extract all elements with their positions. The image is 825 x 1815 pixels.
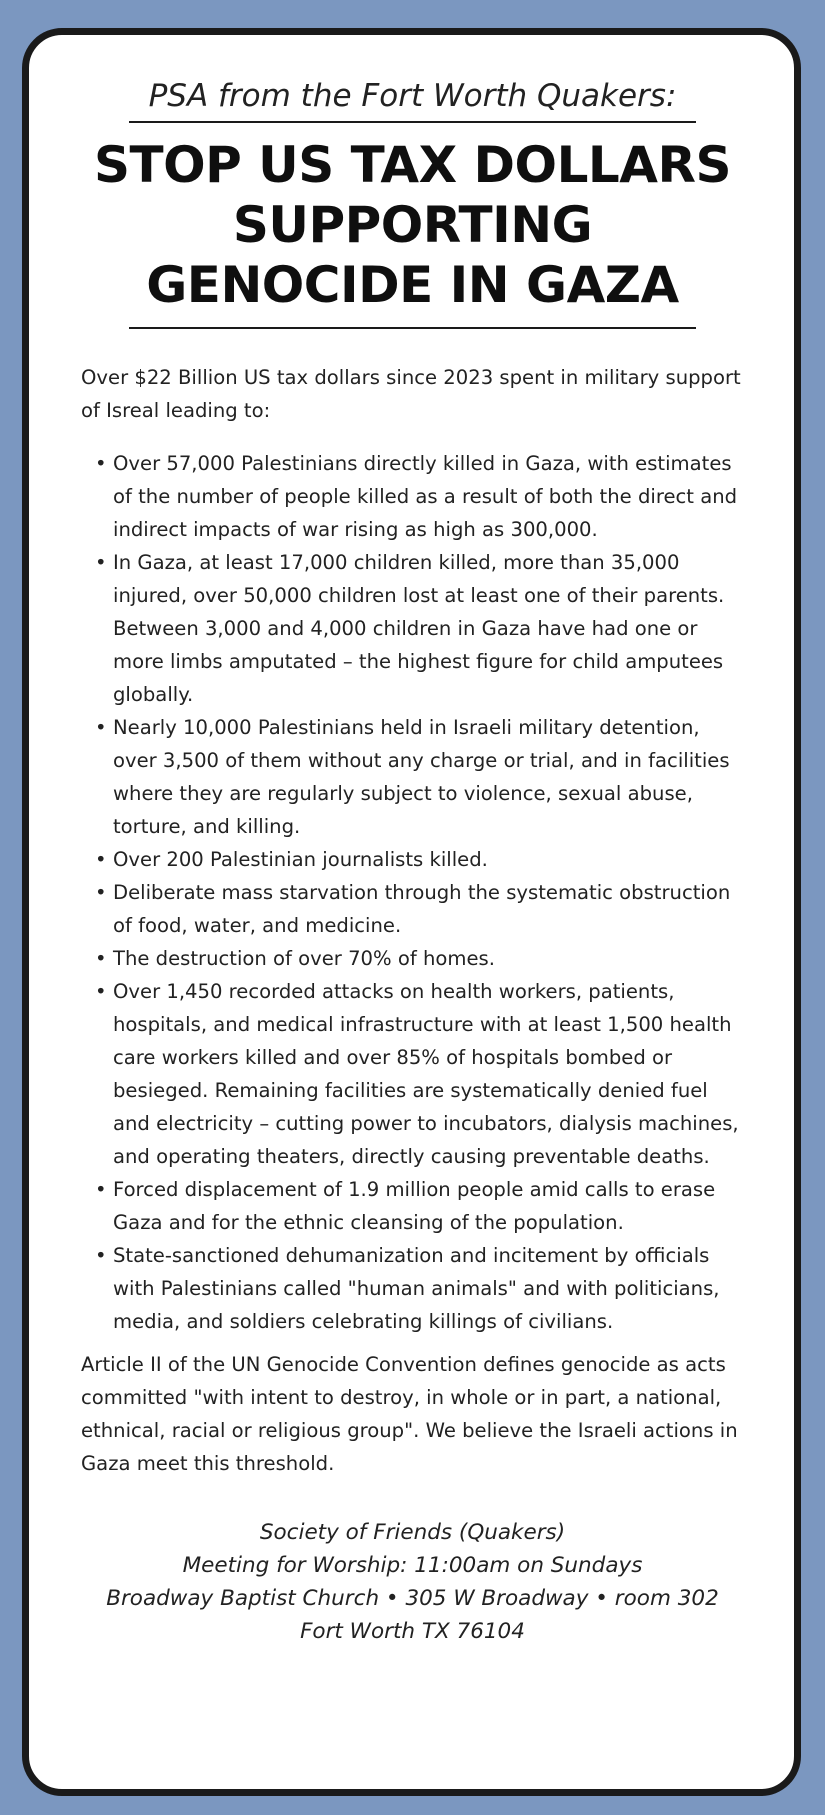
bullet-icon: • — [95, 715, 107, 739]
list-item — [95, 447, 744, 546]
meeting-location: Broadway Baptist Church • 305 W Broadway • room 302 — [106, 1585, 719, 1611]
closing-paragraph: Article II of the UN Genocide Convention defines genocide as acts committed "with intent to destroy, in whole or in part, a national, ethnical, racial or religious group". We believe the Israeli actions in Gaza meet this threshold. — [81, 1352, 738, 1475]
list-item — [95, 1173, 744, 1239]
intro-line: PSA from the Fort Worth Quakers: — [148, 78, 677, 114]
fact-text: Over 200 Palestinian journalists killed. — [113, 847, 488, 871]
bullet-icon: • — [95, 550, 107, 574]
list-item — [95, 711, 744, 843]
fact-text: Over 1,450 recorded attacks on health workers, patients, hospitals, and medical infrastructure with at least 1,500 health care workers killed and over 85% of hospitals bombed or besieged. Remaining facilities are systematically denied fuel and electricity – cutting power to incubators, dialysis machines, and operating theaters, directly causing preventable deaths. — [113, 979, 739, 1168]
bullet-icon: • — [95, 847, 107, 871]
bottom-divider — [129, 327, 696, 329]
fact-text: State-sanctioned dehumanization and incitement by officials with Palestinians called "human animals" and with politicians, media, and soldiers celebrating killings of civilians. — [113, 1243, 720, 1333]
headline-line-3: GENOCIDE IN GAZA — [146, 256, 679, 314]
list-item — [95, 843, 744, 876]
bullet-icon: • — [95, 1177, 107, 1201]
fact-text: Over 57,000 Palestinians directly killed in Gaza, with estimates of the number of people killed as a result of both the direct and indirect impacts of war rising as high as 300,000. — [113, 451, 738, 541]
org-name: Society of Friends (Quakers) — [259, 1519, 566, 1545]
bullet-icon: • — [95, 880, 107, 904]
bullet-icon: • — [95, 1243, 107, 1267]
bullet-icon: • — [95, 946, 107, 970]
bullet-icon: • — [95, 979, 107, 1003]
facts-list — [81, 447, 744, 1338]
meeting-city: Fort Worth TX 76104 — [300, 1618, 525, 1644]
bullet-icon: • — [95, 451, 107, 475]
fact-text: Forced displacement of 1.9 million people amid calls to erase Gaza and for the ethnic cleansing of the population. — [113, 1177, 716, 1234]
meeting-info — [81, 1516, 744, 1648]
top-divider — [129, 121, 696, 123]
fact-text: In Gaza, at least 17,000 children killed, more than 35,000 injured, over 50,000 children lost at least one of their parents. Between 3,000 and 4,000 children in Gaza have had one or more limbs amputated – the highest figure for child amputees globally. — [113, 550, 725, 706]
list-item — [95, 876, 744, 942]
psa-card — [22, 28, 801, 1796]
list-item — [95, 975, 744, 1173]
list-item — [95, 1239, 744, 1338]
headline-line-1: STOP US TAX DOLLARS — [93, 136, 731, 194]
list-item — [95, 942, 744, 975]
fact-text: The destruction of over 70% of homes. — [113, 946, 495, 970]
meeting-time: Meeting for Worship: 11:00am on Sundays — [182, 1552, 643, 1578]
lead-paragraph: Over $22 Billion US tax dollars since 2023 spent in military support of Isreal leading to: — [81, 366, 741, 422]
list-item — [95, 546, 744, 711]
fact-text: Deliberate mass starvation through the systematic obstruction of food, water, and medicine. — [113, 880, 731, 937]
headline-line-2: SUPPORTING — [232, 196, 593, 254]
headline — [81, 135, 744, 315]
fact-text: Nearly 10,000 Palestinians held in Israeli military detention, over 3,500 of them without any charge or trial, and in facilities where they are regularly subject to violence, sexual abuse, torture, and killing. — [113, 715, 730, 838]
